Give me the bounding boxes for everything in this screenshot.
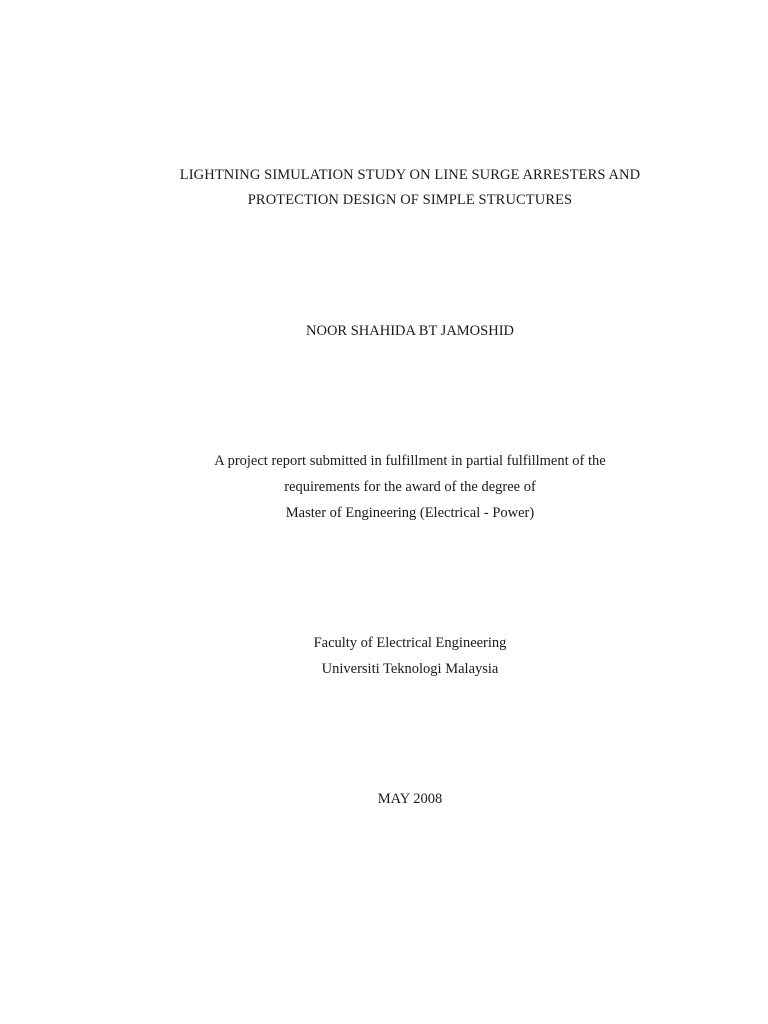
author-name: NOOR SHAHIDA BT JAMOSHID <box>306 323 514 339</box>
university-name: Universiti Teknologi Malaysia <box>321 661 499 677</box>
title-line-2: PROTECTION DESIGN OF SIMPLE STRUCTURES <box>247 192 573 208</box>
statement-line-2: requirements for the award of the degree of <box>284 479 536 495</box>
title-line-1: LIGHTNING SIMULATION STUDY ON LINE SURGE ARRESTERS AND <box>179 167 641 183</box>
submission-date: MAY 2008 <box>377 791 443 807</box>
statement-line-1: A project report submitted in fulfillment in partial fulfillment of the <box>214 453 606 469</box>
faculty-name: Faculty of Electrical Engineering <box>313 635 507 651</box>
degree-name: Master of Engineering (Electrical - Power) <box>285 505 535 521</box>
